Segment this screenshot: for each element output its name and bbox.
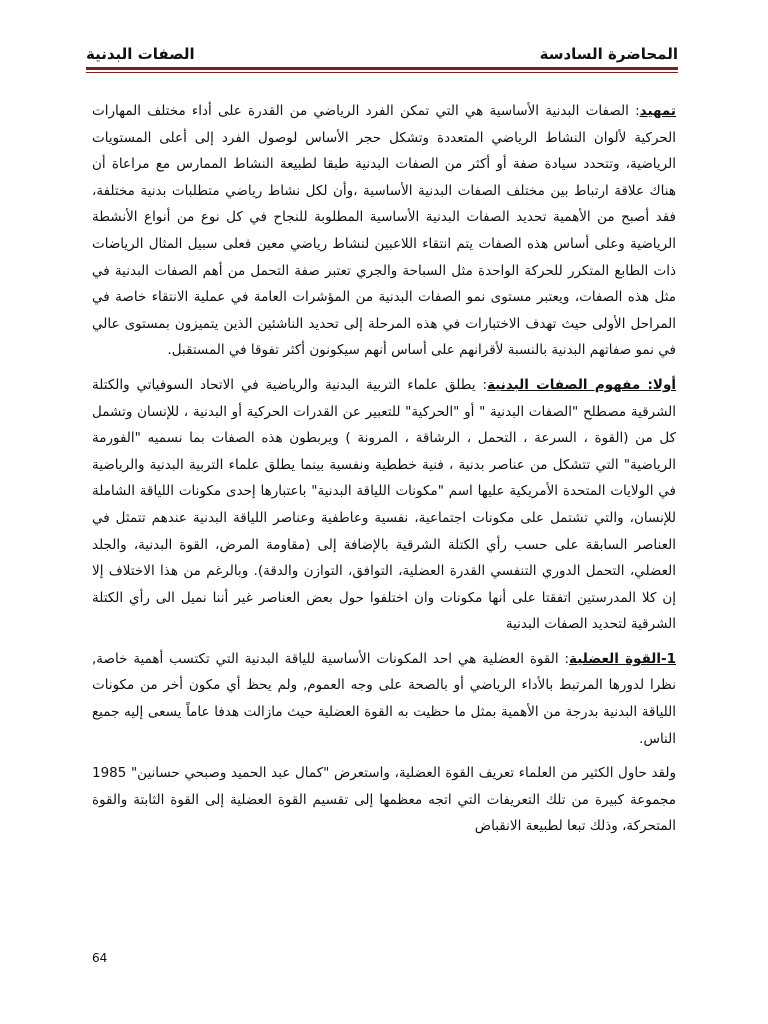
paragraph-text: الصفات البدنية الأساسية هي التي تمكن الفرد الرياضي من القدرة على أداء مختلف المهارات الحركية لألوان النشاط الرياضي المتعددة وتشكل حجر الأساس لوصول الفرد إلى أعلى المستويات الرياضية، وتتحدد سيادة صفة أو أكثر من الصفات البدنية طبقا لطبيعة النشاط الممارس مع مراعاة أن هناك علاقة ارتباط بين مختلف الصفات البدنية الأساسية ،وأن لكل نشاط رياضي متطلبات بدنية مختلفة، فقد أصبح من الأهمية تحديد الصفات البدنية الأساسية المطلوبة للنجاح في كل نوع من أنواع الأنشطة الرياضية وعلى أساس هذه الصفات يتم انتقاء اللاعبين لنشاط رياضي معين فعلى سبيل المثال الرياضات ذات الطابع المتكرر للحركة الواحدة مثل السباحة والجري تعتبر صفة التحمل من أهم الصفات البدنية في مثل هذه الصفات، ويعتبر مستوى نمو الصفات البدنية من المؤشرات العامة في عملية الانتقاء خاصة في المراحل الأولى حيث تهدف الاختبارات في هذه المرحلة إلى تحديد الناشئين الذين يتميزون بمستوى عالي في نمو صفاتهم البدنية بالنسبة لأقرانهم على أساس أنهم سيكونون أكثر تفوقا في المستقبل. [92, 103, 676, 359]
paragraph-introduction [92, 98, 676, 364]
term-separator: : [475, 376, 488, 393]
page-header [86, 38, 678, 64]
header-lecture-title: المحاضرة السادسة [539, 45, 678, 63]
paragraph-text: ولقد حاول الكثير من العلماء تعريف القوة العضلية، واستعرض "كمال عبد الحميد وصبحي حسانين" 1985 مجموعة كبيرة من تلك التعريفات التي اتجه معظمها إلى تقسيم القوة العضلية إلى القوة الثابتة والقوة المتحركة، وذلك تبعا لطبيعة الانقباض [92, 765, 676, 835]
paragraph-muscular-strength [92, 646, 676, 752]
paragraph-term: 1-القوة العضلية [569, 650, 677, 667]
header-rule-thin [86, 72, 678, 73]
header-rule-thick [86, 67, 678, 70]
paragraph-term: تمهيد [639, 103, 676, 119]
term-separator: : [628, 103, 640, 119]
paragraph-text: القوة العضلية هي احد المكونات الأساسية للياقة البدنية التي تكتسب أهمية خاصة, نظرا لدورها المرتبط بالأداء الرياضي أو بالصحة على وجه العموم, ولم يحظ أي مكون أخر من مكونات اللياقة البدنية بدرجة من الأهمية بمثل ما حظيت به القوة العضلية حيث مازالت هدفا عاماً يسعى إليه جميع الناس. [92, 650, 676, 747]
paragraph-text: يطلق علماء التربية البدنية والرياضية في الاتحاد السوفياتي والكتلة الشرقية مصطلح "الصفات البدنية " أو "الحركية" للتعبير عن القدرات الحركية أو البدنية ، للإنسان وتشمل كل من (القوة ، السرعة ، التحمل ، الرشاقة ، المرونة ) ويربطون هذه الصفات بما نسميه "الفورمة الرياضية" التي تتشكل من عناصر بدنية ، فنية خططية ونفسية بينما يطلق علماء التربية البدنية والرياضية في الولايات المتحدة الأمريكية عليها اسم "مكونات اللياقة البدنية" باعتبارها إحدى مكونات اللياقة الشاملة للإنسان، والتي تشتمل على مكونات اجتماعية، نفسية وعاطفية وعناصر اللياقة البدنية عندهم تتمثل في العناصر السابقة على حسب رأي الكتلة الشرقية بالإضافة إلى (مقاومة المرض، القوة البدنية، والجلد العضلي، التحمل الدوري التنفسي القدرة العضلية، التوافق، التوازن والدقة). وبالرغم من هذا الاختلاف إلا إن كلا المدرستين اتفقتا على أنها مكونات وان اختلفوا حول بعض العناصر غير أننا نميل الى رأي الكتلة الشرقية لتحديد الصفات البدنية [92, 376, 676, 633]
document-body [92, 98, 676, 848]
paragraph-concept [92, 372, 676, 638]
paragraph-definitions [92, 760, 676, 840]
header-topic-title: الصفات البدنية [86, 45, 195, 63]
term-separator: : [558, 650, 570, 667]
paragraph-term: أولا: مفهوم الصفات البدنية [487, 376, 676, 393]
page-number: 64 [92, 951, 108, 965]
